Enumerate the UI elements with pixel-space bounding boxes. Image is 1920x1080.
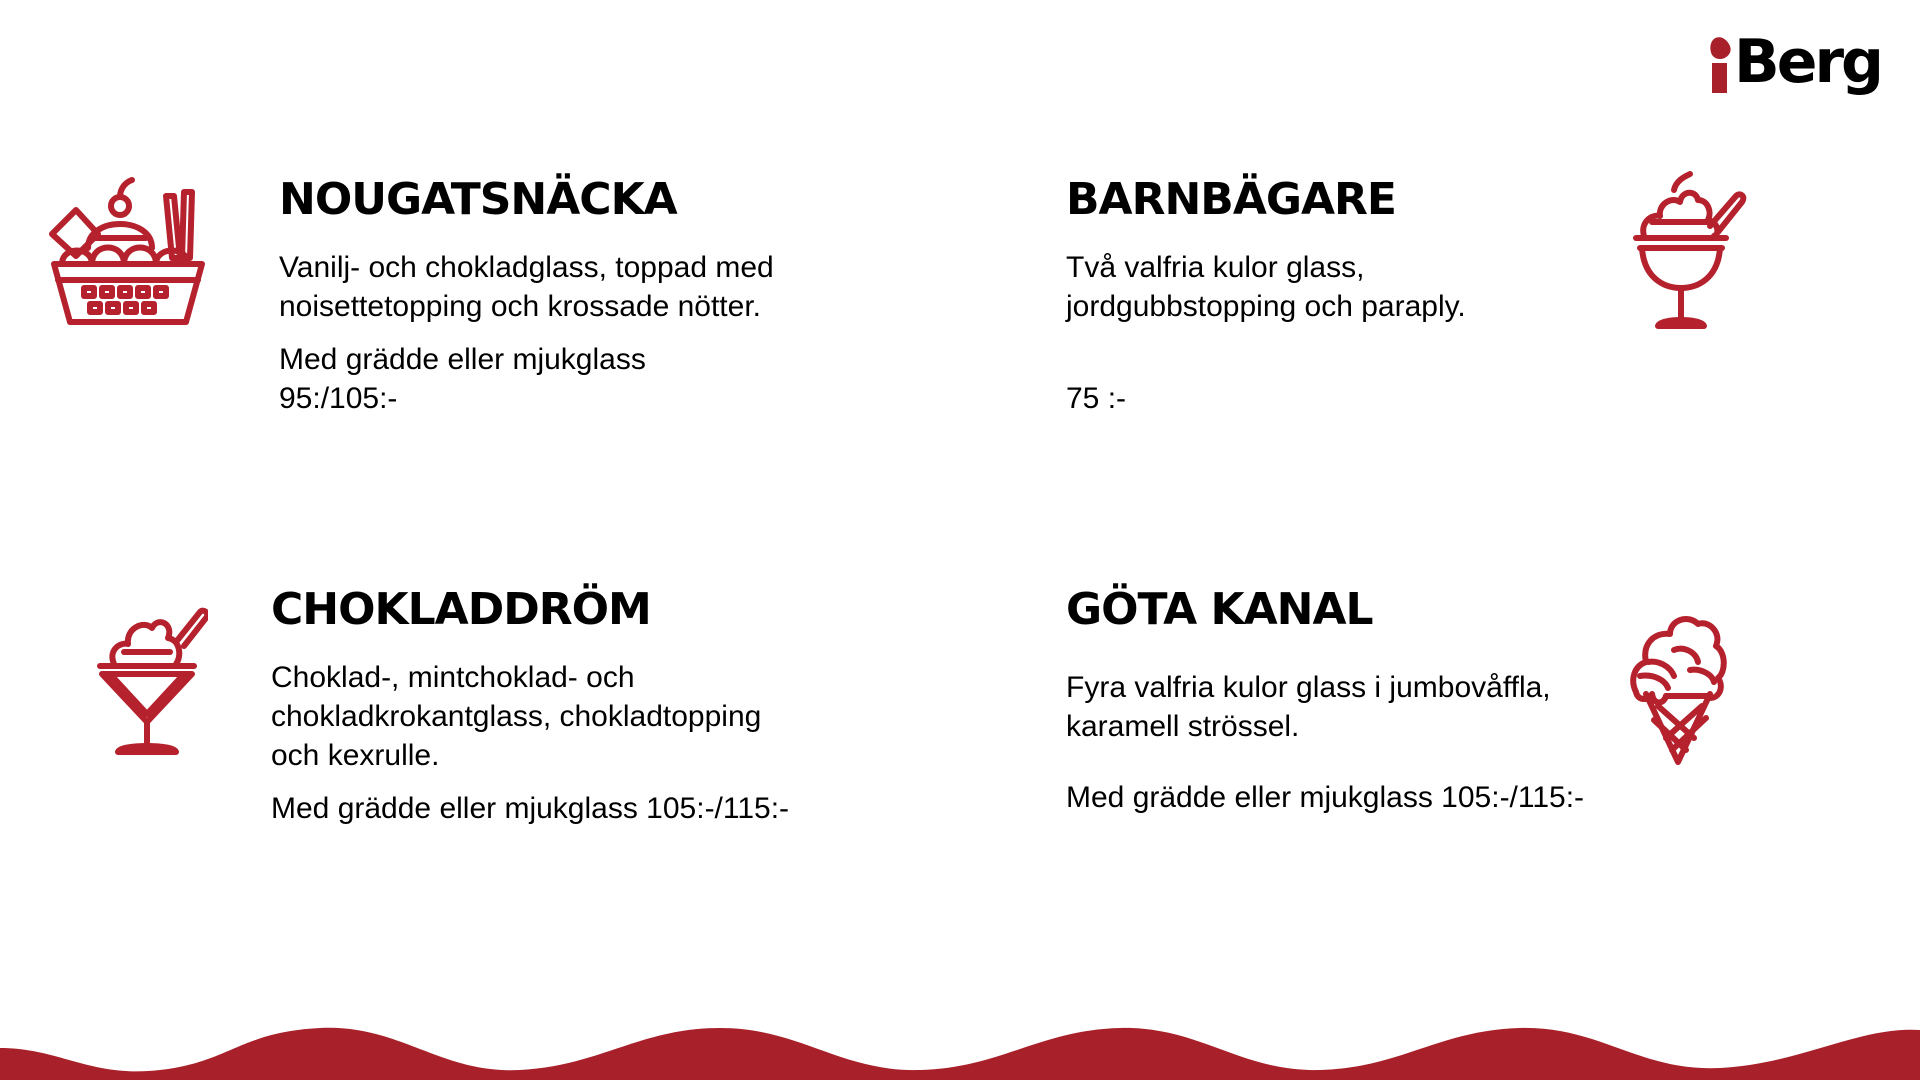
item-description: Choklad-, mintchoklad- och chokladkrokantglass, chokladtopping och kexrulle.: [271, 661, 762, 772]
ice-cream-basket-icon: [48, 176, 208, 328]
logo-text: Berg: [1734, 27, 1881, 97]
menu-item-barnbagare: [1066, 174, 1586, 418]
item-title: GÖTA KANAL: [1066, 584, 1373, 635]
sundae-cup-icon: [1630, 170, 1750, 332]
item-price: 75 :-: [1066, 382, 1127, 415]
item-description: Fyra valfria kulor glass i jumbovåffla, karamell strössel.: [1066, 671, 1551, 743]
item-title: NOUGATSNÄCKA: [279, 174, 677, 225]
logo-i-mark: [1712, 37, 1728, 91]
menu-item-chokladdrom: [271, 584, 851, 828]
martini-glass-sundae-icon: [96, 598, 208, 758]
item-title: CHOKLADDRÖM: [271, 584, 651, 635]
bottom-wave-decoration: [0, 1010, 1920, 1080]
item-title: BARNBÄGARE: [1066, 174, 1396, 225]
item-description: Två valfria kulor glass, jordgubbstopping och paraply.: [1066, 251, 1466, 323]
item-price: Med grädde eller mjukglass 95:/105:-: [279, 343, 646, 415]
ice-cream-cone-icon: [1628, 610, 1728, 770]
item-price: Med grädde eller mjukglass 105:-/115:-: [1066, 781, 1585, 814]
item-description: Vanilj- och chokladglass, toppad med noisettetopping och krossade nötter.: [279, 251, 774, 323]
item-price: Med grädde eller mjukglass 105:-/115:-: [271, 792, 790, 825]
menu-item-nougatsnacka: [279, 174, 839, 418]
brand-logo: [1712, 27, 1881, 97]
menu-item-gota-kanal: [1066, 584, 1626, 817]
